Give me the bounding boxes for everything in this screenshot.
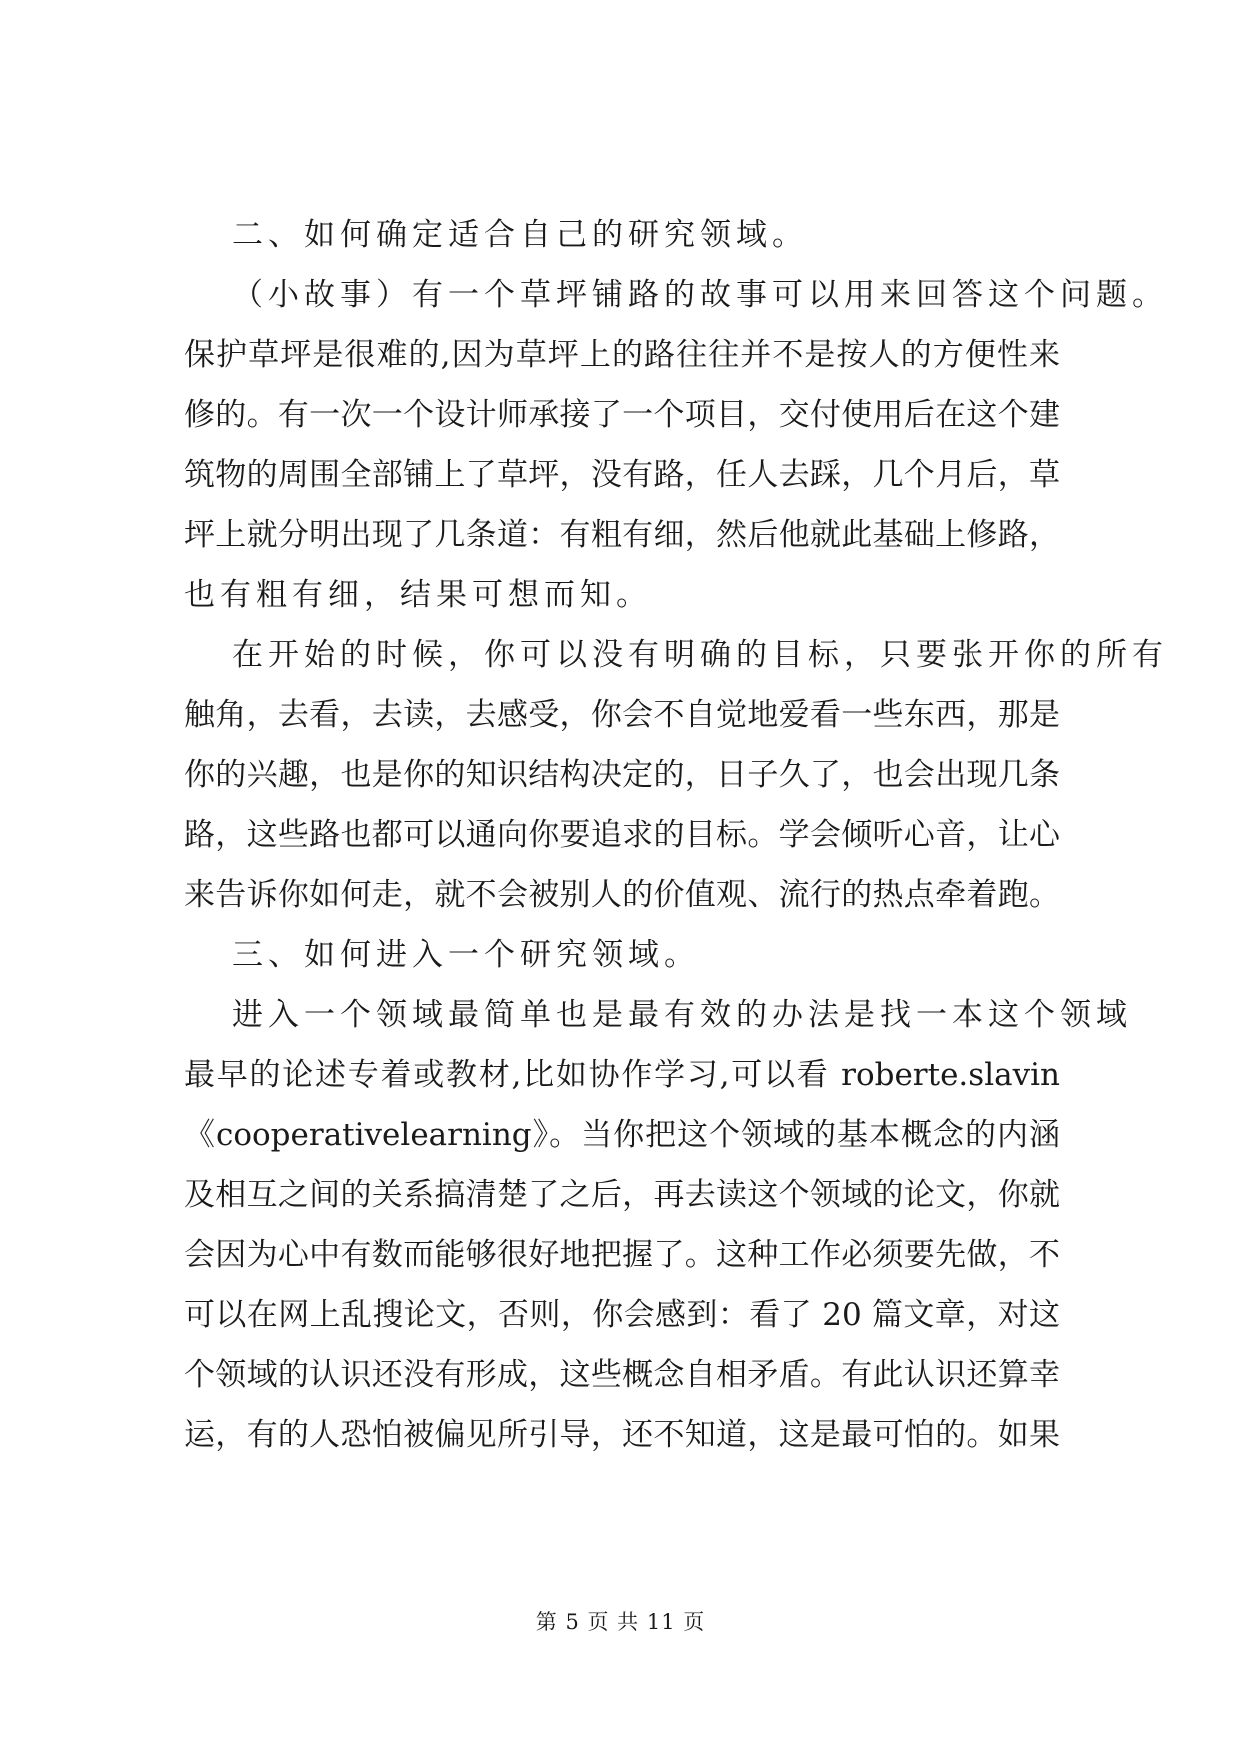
paragraph-line: 个领域的认识还没有形成，这些概念自相矛盾。有此认识还算幸 [184,1357,1060,1393]
paragraph-line: 会因为心中有数而能够很好地把握了。这种工作必须要先做，不 [184,1237,1060,1273]
paragraph-line: 最早的论述专着或教材,比如协作学习,可以看 roberte.slavin [184,1057,1060,1093]
paragraph-line: 你的兴趣，也是你的知识结构决定的，日子久了，也会出现几条 [184,757,1060,793]
paragraph-line: 来告诉你如何走，就不会被别人的价值观、流行的热点牵着跑。 [184,877,1060,913]
document-body [184,205,1168,1465]
paragraph-line: 筑物的周围全部铺上了草坪，没有路，任人去踩，几个月后，草 [184,457,1060,493]
paragraph-line: 路，这些路也都可以通向你要追求的目标。学会倾听心音，让心 [184,817,1060,853]
section-heading-2: 二、如何确定适合自己的研究领域。 [232,217,808,253]
paragraph-line: 触角，去看，去读，去感受，你会不自觉地爱看一些东西，那是 [184,697,1060,733]
paragraph-line: 进入一个领域最简单也是最有效的办法是找一本这个领域 [232,997,1132,1033]
paragraph-line: 坪上就分明出现了几条道：有粗有细，然后他就此基础上修路， [184,517,1060,553]
paragraph-line: 修的。有一次一个设计师承接了一个项目，交付使用后在这个建 [184,397,1060,433]
paragraph-line: 运，有的人恐怕被偏见所引导，还不知道，这是最可怕的。如果 [184,1417,1060,1453]
paragraph-line: （小故事）有一个草坪铺路的故事可以用来回答这个问题。 [232,277,1168,313]
paragraph-line: 保护草坪是很难的,因为草坪上的路往往并不是按人的方便性来 [184,337,1060,373]
paragraph-line: 及相互之间的关系搞清楚了之后，再去读这个领域的论文，你就 [184,1177,1060,1213]
section-heading-3: 三、如何进入一个研究领域。 [232,937,700,973]
paragraph-line: 也有粗有细，结果可想而知。 [184,577,652,613]
paragraph-line: 《cooperativelearning》。当你把这个领域的基本概念的内涵 [184,1117,1060,1153]
paragraph-line: 可以在网上乱搜论文，否则，你会感到：看了 20 篇文章，对这 [184,1297,1060,1333]
paragraph-line: 在开始的时候，你可以没有明确的目标，只要张开你的所有 [232,637,1168,673]
page-number-footer: 第 5 页 共 11 页 [535,1610,706,1634]
